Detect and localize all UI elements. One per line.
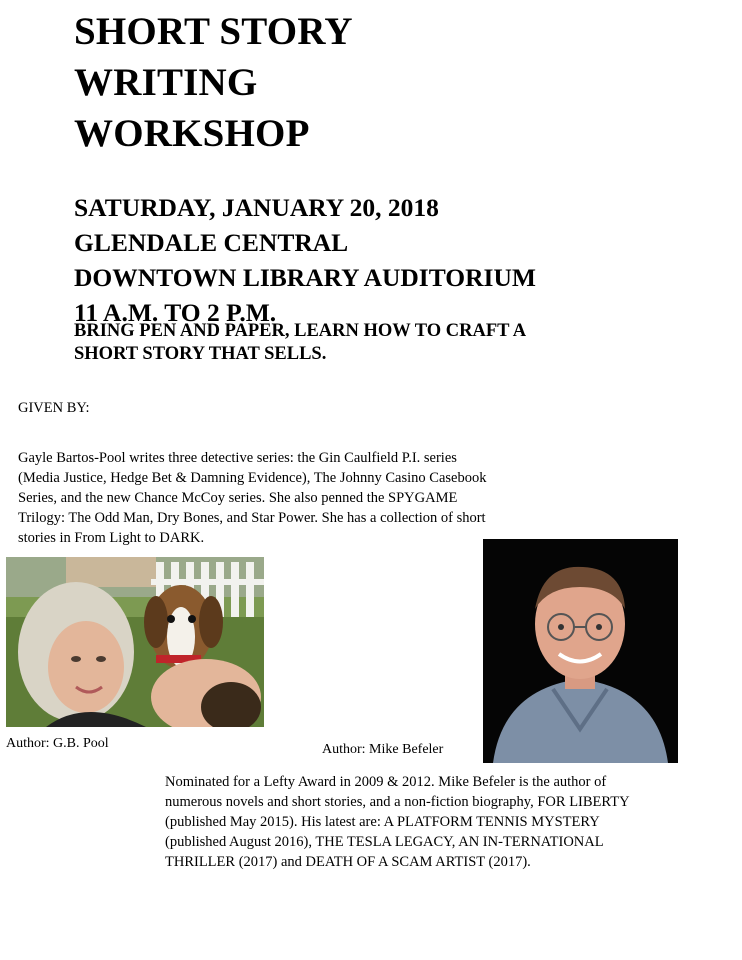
event-venue-line1: GLENDALE CENTRAL [74, 228, 349, 257]
author1-bio [18, 448, 578, 548]
workshop-title [74, 6, 353, 159]
bio-line: (published May 2015). His latest are: A PLATFORM TENNIS MYSTERY [165, 814, 600, 830]
bio-line: stories in From Light to DARK. [18, 530, 205, 546]
event-date: SATURDAY, JANUARY 20, 2018 [74, 193, 439, 222]
bring-line: SHORT STORY THAT SELLS. [74, 344, 327, 364]
author2-caption: Author: Mike Befeler [322, 742, 444, 757]
event-venue-line2: DOWNTOWN LIBRARY AUDITORIUM [74, 263, 536, 292]
title-line: WORKSHOP [74, 112, 310, 155]
event-time: 11 A.M. TO 2 P.M. [74, 298, 277, 327]
bring-line: BRING PEN AND PAPER, LEARN HOW TO CRAFT A [74, 321, 527, 341]
title-line: SHORT STORY [74, 10, 353, 53]
event-details [74, 190, 536, 330]
author1-photo [6, 557, 264, 727]
bio-line: THRILLER (2017) and DEATH OF A SCAM ARTIST (2017). [165, 854, 531, 870]
bio-line: Series, and the new Chance McCoy series. She also penned the SPYGAME [18, 490, 458, 506]
bio-line: Trilogy: The Odd Man, Dry Bones, and Star Power. She has a collection of short [18, 510, 486, 526]
author2-photo [483, 539, 678, 763]
author1-caption: Author: G.B. Pool [6, 736, 109, 751]
bio-line: Nominated for a Lefty Award in 2009 & 2012. Mike Befeler is the author of [165, 774, 607, 790]
bio-line: Gayle Bartos-Pool writes three detective series: the Gin Caulfield P.I. series [18, 450, 457, 466]
bio-line: numerous novels and short stories, and a non-fiction biography, FOR LIBERTY [165, 794, 630, 810]
title-line: WRITING [74, 61, 258, 104]
bio-line: (Media Justice, Hedge Bet & Damning Evidence), The Johnny Casino Casebook [18, 470, 487, 486]
bio-line: (published August 2016), THE TESLA LEGACY, AN IN-TERNATIONAL [165, 834, 604, 850]
bring-instructions [74, 320, 526, 366]
given-by-label: GIVEN BY: [18, 400, 90, 416]
author2-bio [165, 772, 725, 872]
